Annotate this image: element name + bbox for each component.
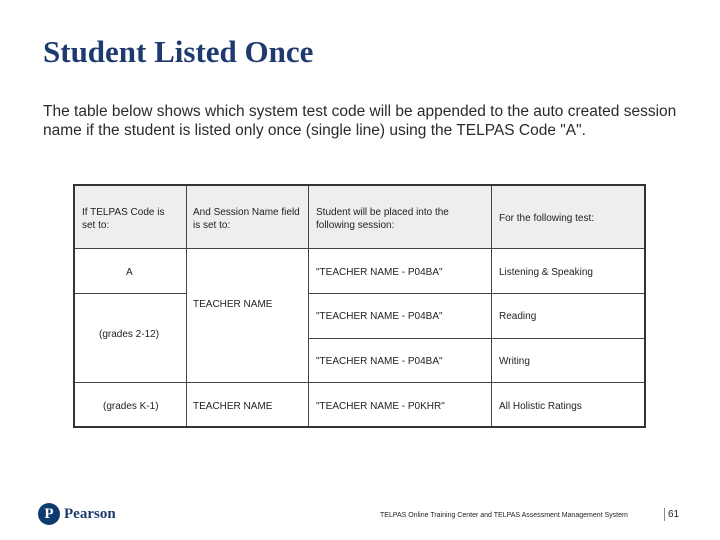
session-field-teacher-name: TEACHER NAME: [193, 299, 273, 310]
session-code-table: [73, 184, 646, 428]
header-test: For the following test:: [499, 213, 595, 224]
row-divider: [75, 382, 644, 383]
pearson-logo-icon: P: [38, 503, 60, 525]
slide-title: Student Listed Once: [43, 34, 314, 69]
col-divider: [186, 186, 187, 426]
session-code: "TEACHER NAME - P04BA": [316, 267, 443, 278]
intro-paragraph: The table below shows which system test code will be appended to the auto created session name if the student is listed only once (single line) using the TELPAS Code "A".: [43, 103, 677, 139]
header-session-name: And Session Name field is set to:: [193, 207, 300, 231]
pearson-logo-text: Pearson: [64, 505, 116, 522]
session-code: "TEACHER NAME - P0KHR": [316, 401, 445, 412]
header-telpas-code: If TELPAS Code is set to:: [82, 207, 165, 231]
col-divider: [308, 186, 309, 426]
footer-divider: [664, 508, 665, 521]
grades-k1-label: (grades K-1): [103, 401, 159, 412]
test-name: Writing: [499, 356, 530, 367]
telpas-code-a: A: [126, 267, 133, 278]
test-name: All Holistic Ratings: [499, 401, 582, 412]
test-name: Listening & Speaking: [499, 267, 593, 278]
test-name: Reading: [499, 311, 537, 322]
header-placed-session: Student will be placed into the following session:: [316, 207, 449, 231]
col-divider: [491, 186, 492, 426]
footer-caption: TELPAS Online Training Center and TELPAS Assessment Management System: [380, 512, 628, 519]
page-number: 61: [668, 509, 680, 520]
pearson-logo: [38, 503, 116, 525]
row-divider: [75, 293, 186, 294]
row-divider: [308, 338, 644, 339]
grades-2-12-label: (grades 2-12): [99, 329, 160, 340]
session-code: "TEACHER NAME - P04BA": [316, 356, 443, 367]
header-divider: [75, 248, 644, 249]
session-field-teacher-name: TEACHER NAME: [193, 401, 273, 412]
row-divider: [308, 293, 644, 294]
session-code: "TEACHER NAME - P04BA": [316, 311, 443, 322]
